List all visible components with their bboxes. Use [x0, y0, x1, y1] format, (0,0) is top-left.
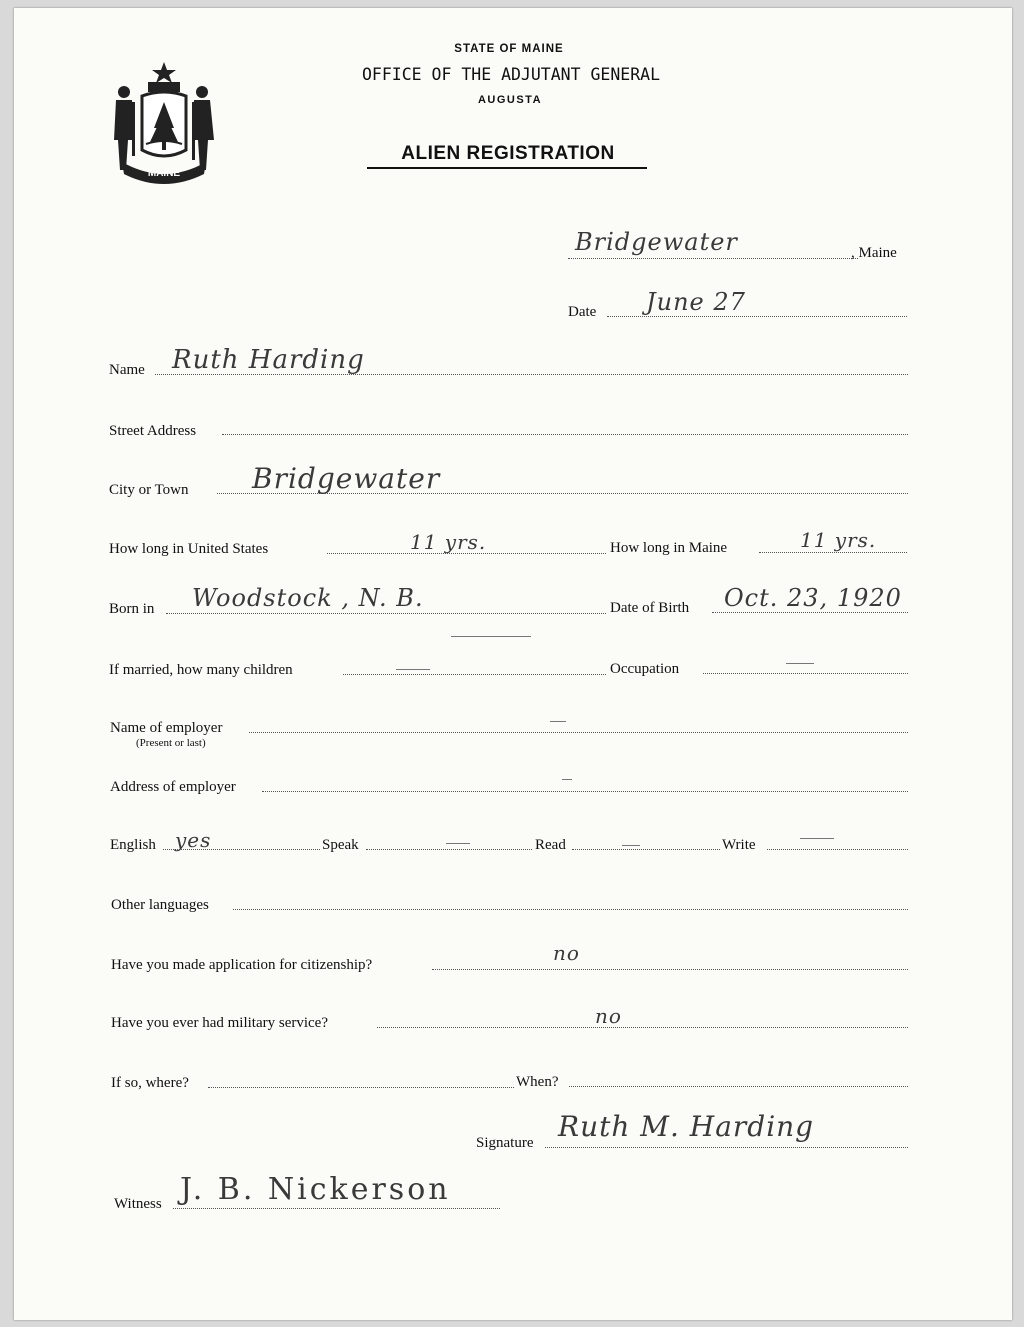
english-value: yes — [175, 828, 212, 852]
born-in-value: Woodstock , N. B. — [192, 584, 424, 612]
name-label: Name — [109, 362, 145, 378]
employer-dash — [550, 721, 566, 722]
when-label: When? — [516, 1074, 559, 1090]
street-label: Street Address — [109, 423, 197, 439]
children-dash — [396, 669, 430, 670]
read-label: Read — [535, 837, 566, 853]
occupation-dash — [786, 663, 814, 664]
town-line — [568, 258, 858, 259]
occupation-label: Occupation — [610, 661, 680, 677]
how-long-us-label: How long in United States — [109, 541, 269, 557]
maine-label: , Maine — [851, 245, 897, 261]
where-line[interactable] — [208, 1087, 514, 1088]
when-line[interactable] — [569, 1086, 908, 1087]
dob-line[interactable] — [712, 612, 908, 613]
form-title: ALIEN REGISTRATION — [401, 143, 615, 164]
employer-note: (Present or last) — [136, 737, 206, 749]
employer-address-dash — [562, 779, 572, 780]
write-label: Write — [722, 837, 756, 853]
military-value: no — [595, 1004, 622, 1028]
street-line[interactable] — [222, 434, 908, 435]
write-line[interactable] — [767, 849, 908, 850]
born-in-label: Born in — [109, 601, 155, 617]
speak-line[interactable] — [366, 849, 532, 850]
underline-mark — [451, 636, 531, 637]
dob-value: Oct. 23, 1920 — [724, 584, 902, 612]
write-dash — [800, 838, 834, 839]
citizenship-label: Have you made application for citizenship? — [111, 957, 373, 973]
read-dash — [622, 845, 640, 846]
occupation-line[interactable] — [703, 673, 908, 674]
employer-address-line[interactable] — [262, 791, 908, 792]
citizenship-line[interactable] — [432, 969, 908, 970]
how-long-maine-label: How long in Maine — [610, 540, 728, 556]
other-languages-line[interactable] — [233, 909, 908, 910]
citizenship-value: no — [553, 941, 580, 965]
children-label: If married, how many children — [109, 662, 293, 678]
children-line[interactable] — [343, 674, 606, 675]
how-long-maine-value: 11 yrs. — [800, 528, 877, 552]
town-value: Bridgewater — [575, 228, 738, 256]
city-label: City or Town — [109, 482, 189, 498]
how-long-us-value: 11 yrs. — [410, 530, 487, 554]
employer-label: Name of employer — [110, 720, 223, 736]
witness-line[interactable] — [173, 1208, 500, 1209]
born-in-line[interactable] — [166, 613, 606, 614]
employer-line[interactable] — [249, 732, 908, 733]
signature-label: Signature — [476, 1135, 534, 1151]
office-heading: OFFICE OF THE ADJUTANT GENERAL — [361, 65, 661, 84]
date-line — [607, 316, 907, 317]
state-heading: STATE OF MAINE — [454, 43, 564, 55]
witness-value: J. B. Nickerson — [180, 1172, 451, 1207]
city-value: Bridgewater — [252, 462, 441, 495]
date-label: Date — [568, 304, 597, 320]
read-line[interactable] — [572, 849, 720, 850]
dob-label: Date of Birth — [610, 600, 690, 616]
military-label: Have you ever had military service? — [111, 1015, 328, 1031]
signature-line[interactable] — [545, 1147, 908, 1148]
state-seal-icon — [108, 58, 220, 184]
other-languages-label: Other languages — [111, 897, 209, 913]
speak-label: Speak — [322, 837, 359, 853]
date-value: June 27 — [646, 288, 746, 316]
where-label: If so, where? — [111, 1075, 189, 1091]
seal-label: MAINE — [147, 168, 181, 179]
name-value: Ruth Harding — [172, 345, 365, 375]
speak-dash — [446, 843, 470, 844]
employer-address-label: Address of employer — [110, 779, 236, 795]
english-label: English — [110, 837, 156, 853]
city-heading: AUGUSTA — [477, 94, 543, 106]
signature-value: Ruth M. Harding — [558, 1110, 815, 1143]
how-long-maine-line[interactable] — [759, 552, 907, 553]
title-underline — [367, 167, 647, 169]
witness-label: Witness — [114, 1196, 162, 1212]
military-line[interactable] — [377, 1027, 908, 1028]
